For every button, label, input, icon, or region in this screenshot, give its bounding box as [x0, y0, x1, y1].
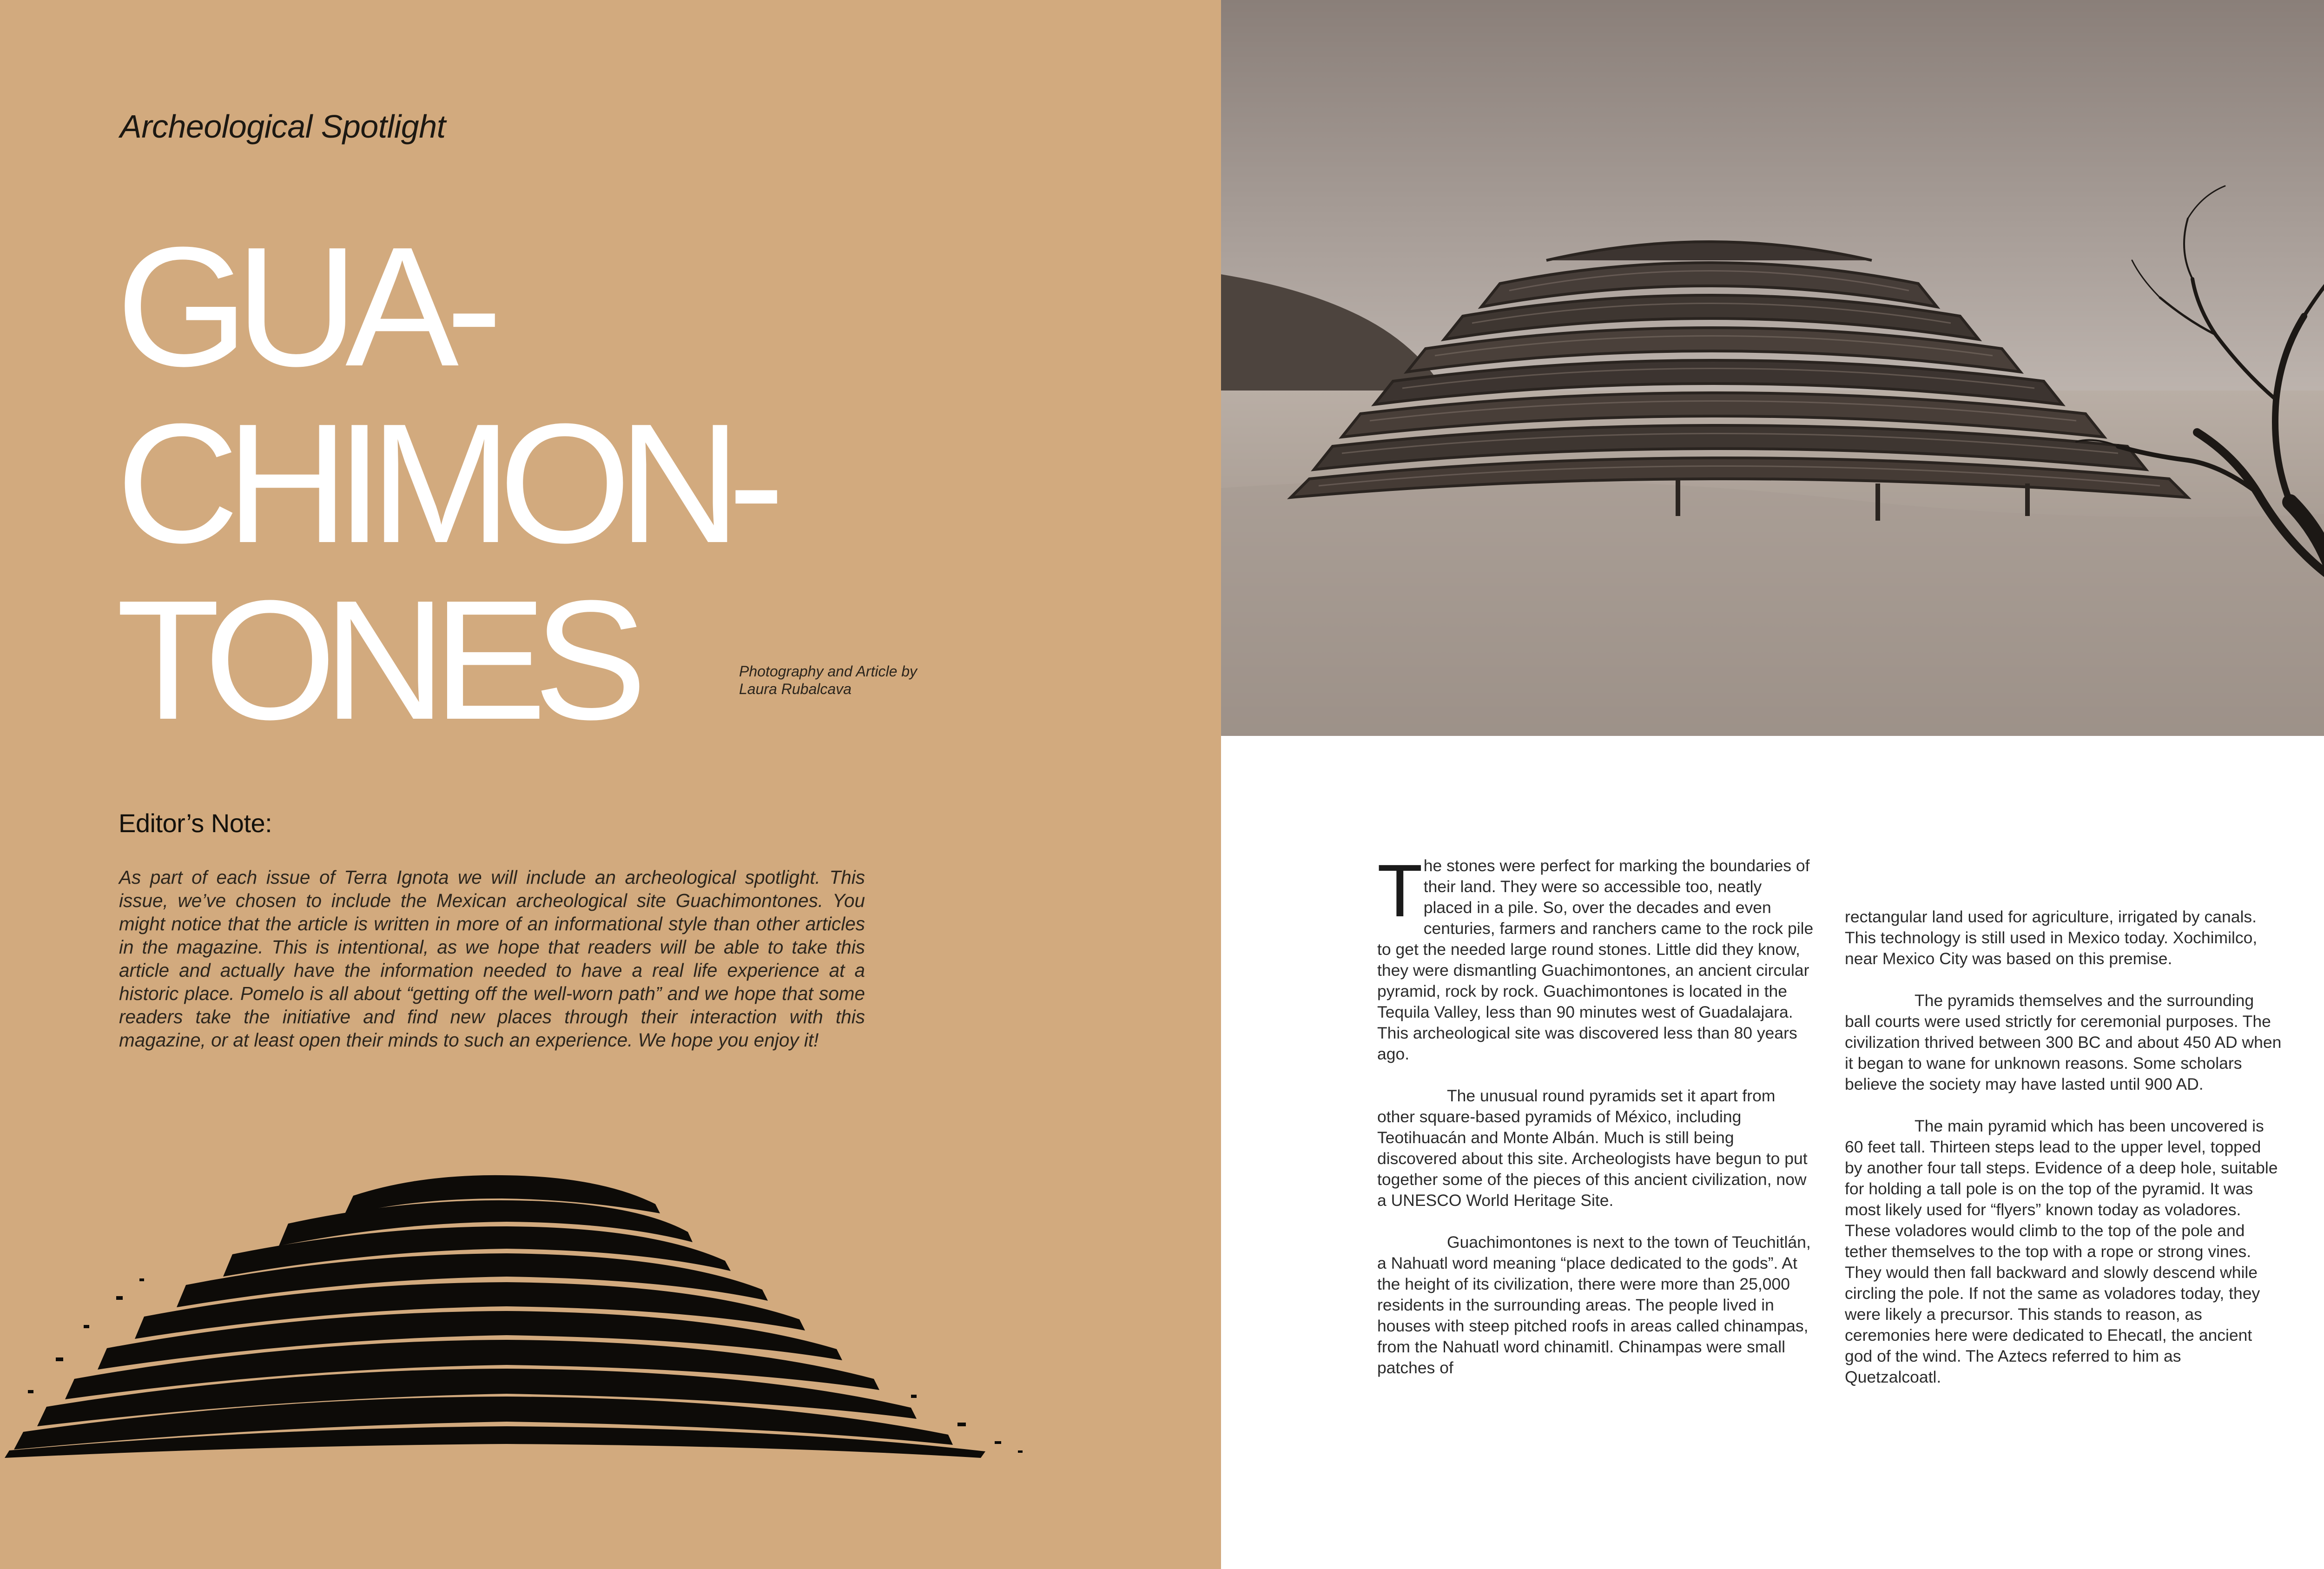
editors-note-heading: Editor’s Note: [119, 808, 272, 838]
byline-line-2: Laura Rubalcava [739, 681, 852, 697]
pyramid-photograph [1221, 0, 2324, 736]
byline [739, 662, 917, 698]
article-paragraph: The main pyramid which has been uncovered is 60 feet tall. Thirteen steps lead to the upper level, topped by another four tall steps. Evidence of a deep hole, suitable for holding a tall pole is on the top of the pyramid. It was most likely used for “flyers” known today as voladores. These voladores would climb to the top of the pole and tether themselves to the top with a rope or strong vines. They would then fall backward and slowly descend while circling the pole. If not the same as voladores today, they were likely a precursor. This stands to reason, as ceremonies here were dedicated to Ehecatl, the ancient god of the wind. The Aztecs referred to him as Quetzalcoatl. [1845, 1117, 2278, 1386]
article-paragraph: The unusual round pyramids set it apart from other square-based pyramids of México, including Teotihuacán and Monte Albán. Much is still being discovered about this site. Archeologists have begun to put together some of the pieces of this ancient civilization, now a UNESCO World Heritage Site. [1377, 1086, 1808, 1210]
right-page [1221, 0, 2324, 1569]
title-line-3: TONES [116, 565, 634, 755]
title-line-1: GUA- [116, 212, 489, 402]
article-paragraph: Guachimontones is next to the town of Teuchitlán, a Nahuatl word meaning “place dedicated to the gods”. At the height of its civilization, there were more than 25,000 residents in the surrounding areas. The people lived in houses with steep pitched roofs in areas called chinampas, from the Nahuatl word chinamitl. Chinampas were small patches of [1377, 1233, 1811, 1377]
article-column-1 [1377, 849, 1814, 1399]
feature-title [116, 212, 772, 755]
article-paragraph: The stones were perfect for marking the boundaries of their land. They were so accessible too, neatly placed in a pile. So, over the decades and even centuries, farmers and ranchers came to the rock pile to get the needed large round stones. Little did they know, they were dismantling Guachimontones, an ancient circular pyramid, rock by rock. Guachimontones is located in the Tequila Valley, less than 90 minutes west of Guadalajara. This archeological site was discovered less than 80 years ago. [1377, 849, 1814, 1063]
section-kicker: Archeological Spotlight [120, 108, 446, 145]
article-paragraph: The pyramids themselves and the surrounding ball courts were used strictly for ceremonial purposes. The civilization thrived between 300 BC and about 450 AD when it began to wane for unknown reasons. Some scholars believe the society may have lasted until 900 AD. [1845, 991, 2282, 1093]
editors-note-body: As part of each issue of Terra Ignota we will include an archeological spotlight. This issue, we’ve chosen to include the Mexican archeological site Guachimontones. You might notice that the article is written in more of an informational style than other articles in the magazine. This is intentional, as we hope that readers will be able to take this article and actually have the information needed to have a real life experience at a historic place. Pomelo is all about “getting off the well-worn path” and we hope that some readers take the initiative and find new places through their interaction with this magazine, or at least open their minds to such an experience. We hope you enjoy it! [119, 867, 865, 1051]
pyramid-silhouette-graphic [0, 1172, 1046, 1460]
title-line-2: CHIMON- [116, 388, 772, 578]
article-column-2 [1845, 907, 2282, 1409]
article-paragraph: rectangular land used for agriculture, irrigated by canals. This technology is still used in Mexico today. Xochimilco, near Mexico City was based on this premise. [1845, 907, 2258, 968]
drop-cap: T [1377, 849, 1423, 932]
byline-line-1: Photography and Article by [739, 663, 918, 680]
